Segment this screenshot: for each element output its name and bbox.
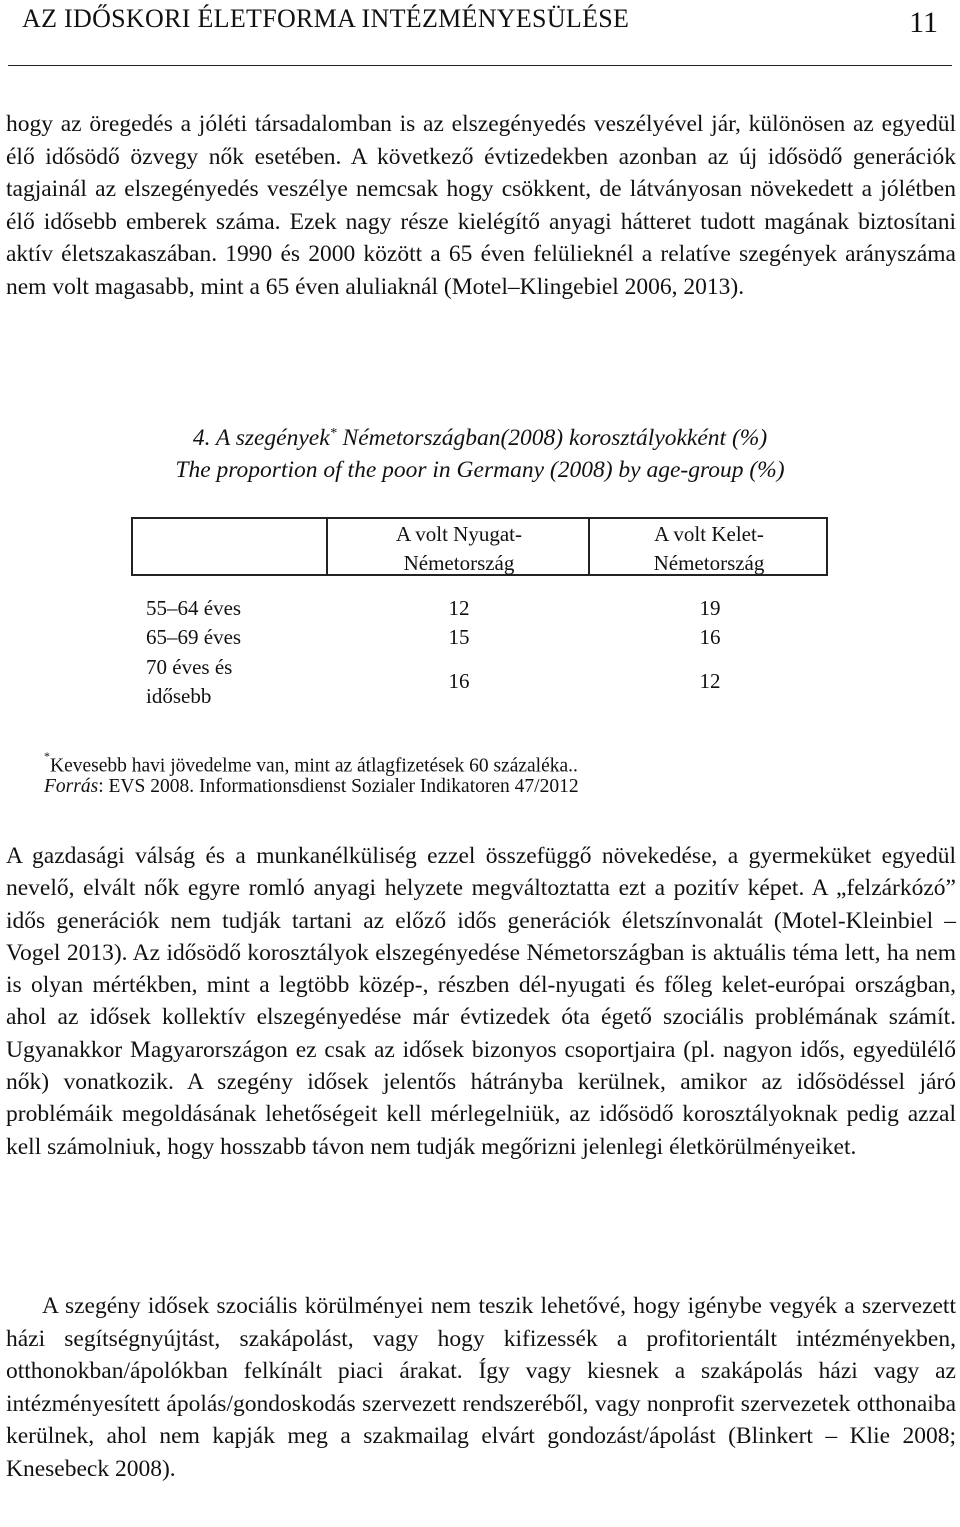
table-title-prefix: 4. A szegények (192, 425, 330, 451)
cell-east-65-69: 16 (699, 625, 721, 649)
cell-east-70-plus: 12 (699, 669, 721, 693)
page-number: 11 (909, 6, 938, 39)
source-label: Forrás (44, 776, 99, 797)
table-header-divider-1 (326, 519, 328, 574)
cell-west-65-69: 15 (448, 625, 470, 649)
column-header-west-line1: A volt Nyugat- (396, 522, 522, 546)
cell-east-55-64: 19 (699, 596, 721, 620)
table-title-hu (0, 420, 960, 456)
footnote-mark: * (44, 749, 50, 763)
row-label-65-69: 65–69 éves (146, 625, 242, 649)
header-rule (8, 65, 952, 66)
row-label-55-64: 55–64 éves (146, 596, 242, 620)
table-source (44, 774, 579, 800)
table-title-suffix: Németországban(2008) korosztályokként (%) (336, 425, 768, 451)
cell-west-70-plus: 16 (448, 669, 470, 693)
column-header-west-line2: Németország (403, 551, 515, 575)
row-label-70-plus-line2: idősebb (146, 684, 212, 708)
column-header-east-line2: Németország (653, 551, 765, 575)
row-label-70-plus-line1: 70 éves és (146, 655, 233, 679)
cell-west-55-64: 12 (448, 596, 470, 620)
column-header-east (584, 520, 834, 578)
running-title: AZ IDŐSKORI ÉLETFORMA INTÉZMÉNYESÜLÉSE (22, 4, 630, 33)
footnote-text: Kevesebb havi jövedelme van, mint az átlagfizetések 60 százaléka.. (50, 755, 578, 777)
body-paragraph-2: A gazdasági válság és a munkanélküliség ezzel összefüggő növekedése, a gyermeküket egyedül nevelő, elvált nők egyre romló anyagi helyzete megváltoztatta ezt a pozitív képet. A „felzárkózó” idős generációk nem tudják tartani az előző idős generációk életszínvonalát (Motel-Kleinbiel – Vogel 2013). Az idősödő korosztályok elszegényedése Németországban is aktuális téma lett, ha nem is olyan mértékben, mint a legtöbb közép-, részben dél-nyugati és főleg kelet-európai országban, ahol az idősek kollektív elszegényedése már évtizedek óta égető szociális problémának számít. Ugyanakkor Magyarországon ez csak az idősek bizonyos csoportjaira (pl. nagyon idős, egyedülélő nők) vonatkozik. A szegény idősek jelentős hátrányba kerülnek, amikor az idősödéssel járó problémáik megoldásának lehetőségeit kell mérlegelniük, az idősödő korosztályoknak pedig azzal kell számolniuk, hogy hosszabb távon nem tudják megőrizni jelenlegi életkörülményeiket. (6, 843, 956, 1160)
table-title-footnote-mark: * (329, 426, 337, 441)
body-paragraph-3: A szegény idősek szociális körülményei nem teszik lehetővé, hogy igénybe vegyék a szervezett házi segítségnyújtást, szakápolást, vagy hogy kifizessék a profitorientált intézményekben, otthonokban/ápolókban felkínált piaci árakat. Így vagy kiesnek a szakápolás házi vagy az intézményesített ápolás/gondoskodás szervezett rendszeréből, vagy nonprofit szervezetek otthonaiba kerülnek, ahol nem kapják meg a szakmailag elvárt gondozást/ápolást (Blinkert – Klie 2008; Knesebeck 2008). (6, 1293, 956, 1482)
column-header-west (334, 520, 584, 578)
column-header-east-line1: A volt Kelet- (654, 522, 764, 546)
source-text: : EVS 2008. Informationsdienst Sozialer Indikatoren 47/2012 (98, 776, 579, 797)
table-title-en: The proportion of the poor in Germany (2008) by age-group (%) (175, 457, 785, 483)
row-label-70-plus (146, 653, 232, 711)
body-paragraph-1: hogy az öregedés a jóléti társadalomban is az elszegényedés veszélyével jár, különösen az egyedül élő idősödő özvegy nők esetében. A következő évtizedekben azonban az új idősödő generációk tagjainál az elszegényedés veszélye nemcsak hogy csökkent, de látványosan növekedett a jólétben élő idősebb emberek száma. Ezek nagy része kielégítő anyagi hátteret tudott magának biztosítani aktív életszakaszában. 1990 és 2000 között a 65 éven felülieknél a relatíve szegények arányszáma nem volt magasabb, mint a 65 éven aluliaknál (Motel–Klingebiel 2006, 2013). (6, 111, 956, 300)
